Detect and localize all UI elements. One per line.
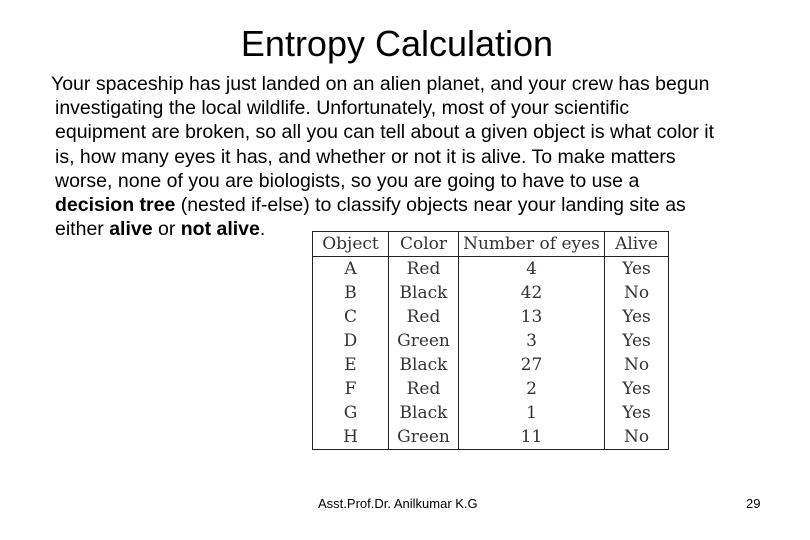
table-row bbox=[313, 281, 669, 305]
wildlife-table bbox=[312, 231, 669, 450]
cell-object: A bbox=[313, 257, 389, 282]
cell-object: B bbox=[313, 281, 389, 305]
cell-eyes: 13 bbox=[459, 305, 605, 329]
header-alive: Alive bbox=[605, 232, 669, 257]
body-line: worse, none of you are biologists, so you are going to have to use a bbox=[55, 169, 640, 192]
table-row bbox=[313, 425, 669, 450]
cell-alive: Yes bbox=[605, 401, 669, 425]
cell-color: Red bbox=[389, 305, 459, 329]
cell-color: Green bbox=[389, 425, 459, 450]
body-line: decision tree (nested if-else) to classify objects near your landing site as bbox=[55, 194, 686, 217]
cell-object: H bbox=[313, 425, 389, 450]
cell-color: Black bbox=[389, 353, 459, 377]
cell-object: F bbox=[313, 377, 389, 401]
slide-footer-author: Asst.Prof.Dr. Anilkumar K.G bbox=[318, 496, 478, 511]
table-row bbox=[313, 257, 669, 282]
body-line: either alive or not alive. bbox=[55, 218, 266, 241]
cell-alive: No bbox=[605, 353, 669, 377]
cell-alive: Yes bbox=[605, 329, 669, 353]
cell-alive: No bbox=[605, 281, 669, 305]
table-row bbox=[313, 401, 669, 425]
cell-eyes: 1 bbox=[459, 401, 605, 425]
header-color: Color bbox=[389, 232, 459, 257]
cell-eyes: 3 bbox=[459, 329, 605, 353]
table-header-row bbox=[313, 232, 669, 257]
cell-color: Green bbox=[389, 329, 459, 353]
header-object: Object bbox=[313, 232, 389, 257]
cell-color: Red bbox=[389, 377, 459, 401]
body-line: equipment are broken, so all you can tell about a given object is what color it bbox=[55, 121, 715, 144]
table-row bbox=[313, 305, 669, 329]
cell-alive: Yes bbox=[605, 257, 669, 282]
cell-object: E bbox=[313, 353, 389, 377]
cell-eyes: 42 bbox=[459, 281, 605, 305]
cell-eyes: 27 bbox=[459, 353, 605, 377]
cell-alive: Yes bbox=[605, 377, 669, 401]
decision-tree-term: decision tree bbox=[55, 194, 176, 217]
cell-eyes: 11 bbox=[459, 425, 605, 450]
table-row bbox=[313, 353, 669, 377]
slide-page-number: 29 bbox=[746, 496, 761, 511]
cell-object: C bbox=[313, 305, 389, 329]
slide-body-text bbox=[51, 72, 807, 241]
body-line: investigating the local wildlife. Unfortunately, most of your scientific bbox=[55, 97, 630, 120]
cell-color: Black bbox=[389, 401, 459, 425]
alive-term: alive bbox=[109, 218, 153, 241]
slide-title: Entropy Calculation bbox=[240, 23, 554, 64]
cell-color: Red bbox=[389, 257, 459, 282]
cell-object: D bbox=[313, 329, 389, 353]
cell-eyes: 4 bbox=[459, 257, 605, 282]
body-line: is, how many eyes it has, and whether or not it is alive. To make matters bbox=[55, 145, 676, 168]
cell-eyes: 2 bbox=[459, 377, 605, 401]
cell-alive: No bbox=[605, 425, 669, 450]
table-row bbox=[313, 329, 669, 353]
header-number-of-eyes: Number of eyes bbox=[459, 232, 605, 257]
cell-object: G bbox=[313, 401, 389, 425]
table-row bbox=[313, 377, 669, 401]
cell-alive: Yes bbox=[605, 305, 669, 329]
body-line: Your spaceship has just landed on an alien planet, and your crew has begun bbox=[51, 73, 710, 95]
cell-color: Black bbox=[389, 281, 459, 305]
not-alive-term: not alive bbox=[180, 218, 260, 241]
